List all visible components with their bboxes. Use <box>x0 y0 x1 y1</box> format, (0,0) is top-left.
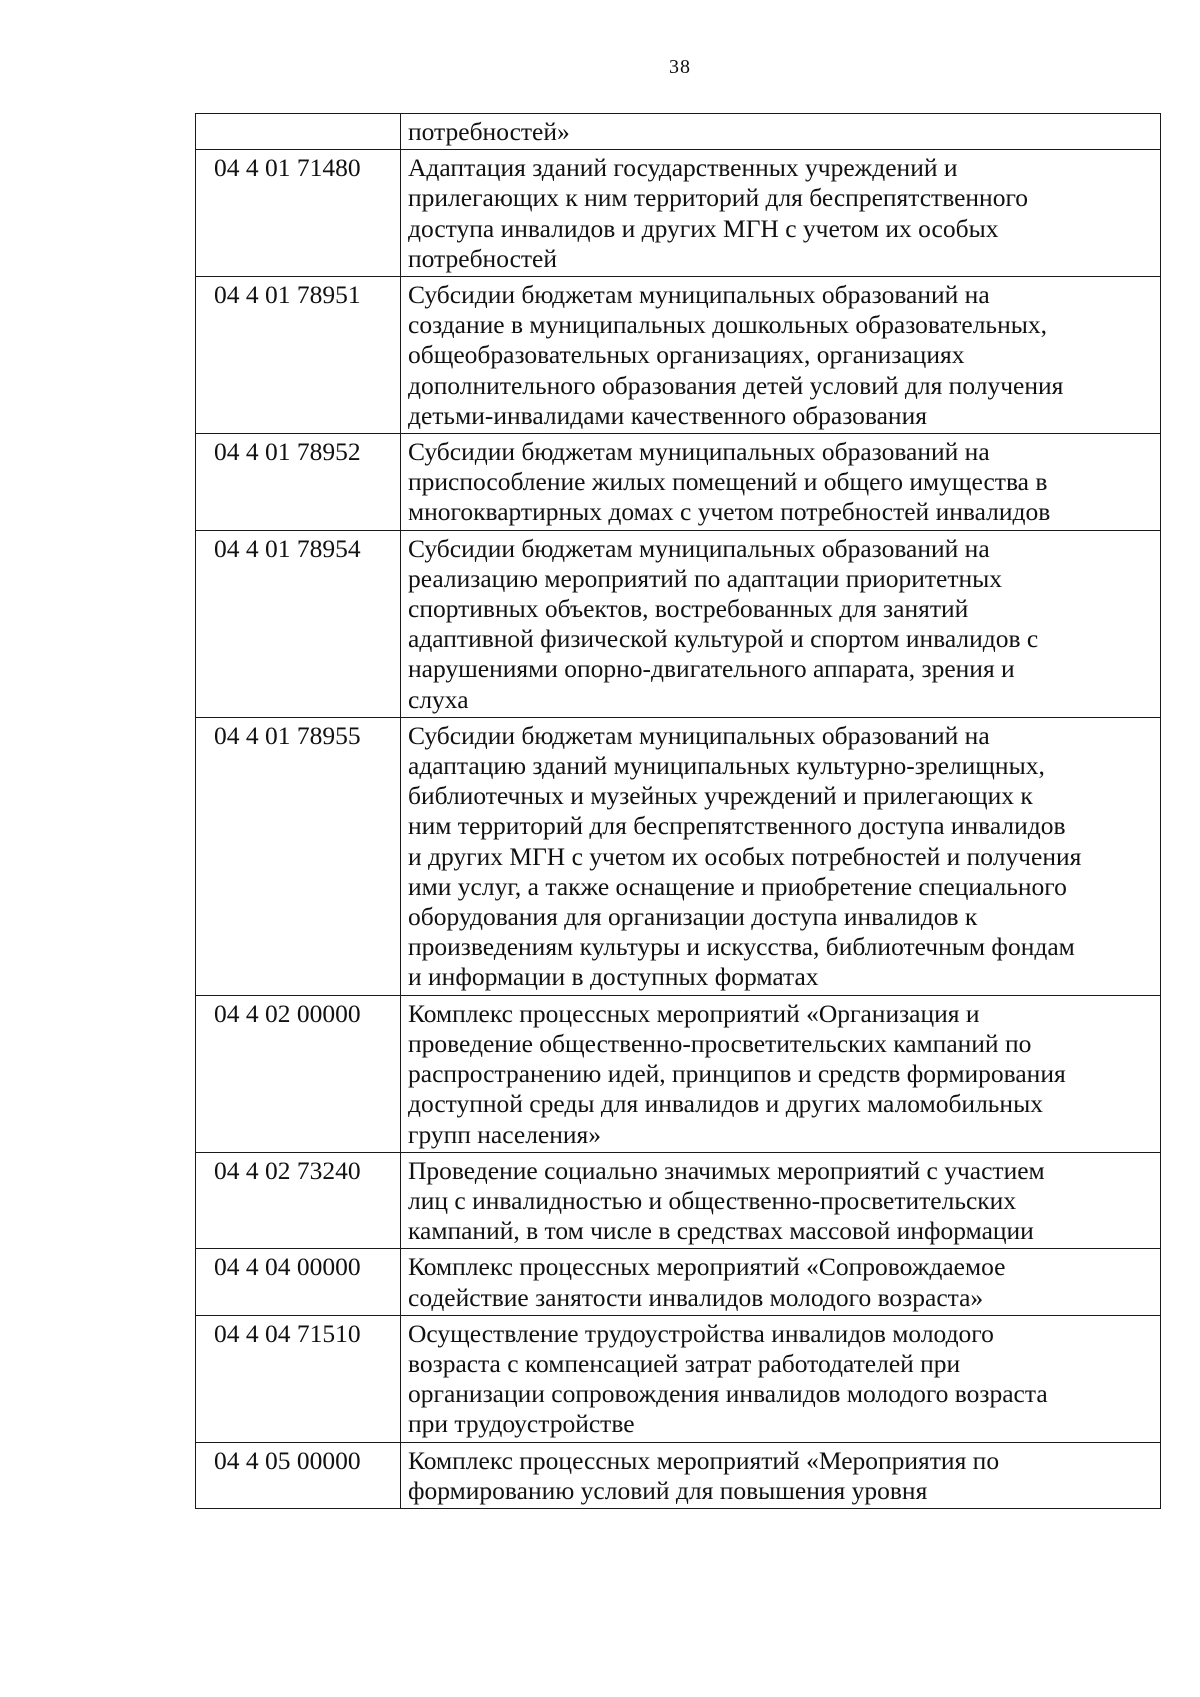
code-cell: 04 4 04 00000 <box>196 1249 401 1315</box>
table-row <box>196 717 1161 995</box>
table-row <box>196 434 1161 531</box>
table-row <box>196 1442 1161 1508</box>
description-cell: Субсидии бюджетам муниципальных образований на приспособление жилых помещений и общего имущества в многоквартирных домах с учетом потребностей инвалидов <box>401 434 1161 531</box>
page-number: 38 <box>669 56 691 78</box>
table-row <box>196 530 1161 717</box>
description-cell: Адаптация зданий государственных учреждений и прилегающих к ним территорий для беспрепятственного доступа инвалидов и других МГН с учетом их особых потребностей <box>401 150 1161 277</box>
description-cell: Комплекс процессных мероприятий «Организация и проведение общественно-просветительских кампаний по распространению идей, принципов и средств формирования доступной среды для инвалидов и других маломобильных групп населения» <box>401 995 1161 1152</box>
description-cell: Комплекс процессных мероприятий «Мероприятия по формированию условий для повышения уровня <box>401 1442 1161 1508</box>
code-cell: 04 4 04 71510 <box>196 1315 401 1442</box>
description-cell: Субсидии бюджетам муниципальных образований на адаптацию зданий муниципальных культурно-зрелищных, библиотечных и музейных учреждений и прилегающих к ним территорий для беспрепятственного доступа инвалидов и других МГН с учетом их особых потребностей и получения ими услуг, а также оснащение и приобретение специального оборудования для организации доступа инвалидов к произведениям культуры и искусства, библиотечным фондам и информации в доступных форматах <box>401 717 1161 995</box>
code-cell <box>196 114 401 150</box>
table-row <box>196 114 1161 150</box>
description-cell: потребностей» <box>401 114 1161 150</box>
description-cell: Проведение социально значимых мероприятий с участием лиц с инвалидностью и общественно-просветительских кампаний, в том числе в средствах массовой информации <box>401 1152 1161 1249</box>
table-row <box>196 1315 1161 1442</box>
code-cell: 04 4 01 78952 <box>196 434 401 531</box>
table-row <box>196 150 1161 277</box>
code-cell: 04 4 02 73240 <box>196 1152 401 1249</box>
table-row <box>196 1152 1161 1249</box>
table-row <box>196 277 1161 434</box>
code-cell: 04 4 02 00000 <box>196 995 401 1152</box>
code-cell: 04 4 05 00000 <box>196 1442 401 1508</box>
table-row <box>196 1249 1161 1315</box>
description-cell: Субсидии бюджетам муниципальных образований на создание в муниципальных дошкольных образовательных, общеобразовательных организациях, организациях дополнительного образования детей условий для получения детьми-инвалидами качественного образования <box>401 277 1161 434</box>
description-cell: Субсидии бюджетам муниципальных образований на реализацию мероприятий по адаптации приоритетных спортивных объектов, востребованных для занятий адаптивной физической культурой и спортом инвалидов с нарушениями опорно-двигательного аппарата, зрения и слуха <box>401 530 1161 717</box>
budget-code-table <box>195 113 1161 1509</box>
code-cell: 04 4 01 78955 <box>196 717 401 995</box>
code-cell: 04 4 01 71480 <box>196 150 401 277</box>
code-cell: 04 4 01 78954 <box>196 530 401 717</box>
description-cell: Осуществление трудоустройства инвалидов молодого возраста с компенсацией затрат работодателей при организации сопровождения инвалидов молодого возраста при трудоустройстве <box>401 1315 1161 1442</box>
table-row <box>196 995 1161 1152</box>
description-cell: Комплекс процессных мероприятий «Сопровождаемое содействие занятости инвалидов молодого возраста» <box>401 1249 1161 1315</box>
code-cell: 04 4 01 78951 <box>196 277 401 434</box>
